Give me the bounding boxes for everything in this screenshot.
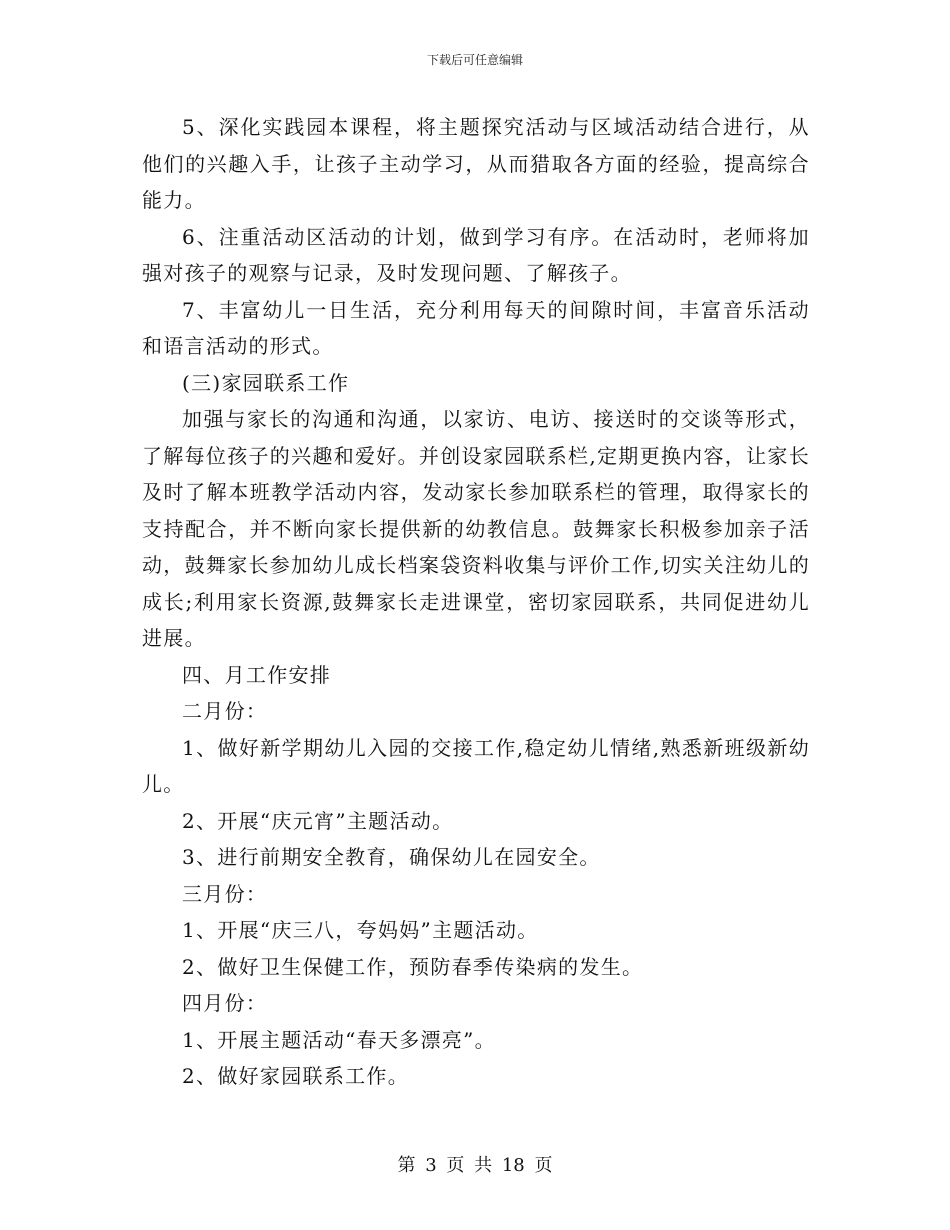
february-item-3: 3、进行前期安全教育，确保幼儿在园安全。 xyxy=(182,845,601,869)
section-heading-home-school: (三)家园联系工作 xyxy=(182,370,350,395)
month-heading-march: 三月份： xyxy=(182,881,268,906)
page-header: 下载后可任意编辑 xyxy=(426,53,523,67)
april-item-2: 2、做好家园联系工作。 xyxy=(182,1064,410,1088)
page-number-footer: 第 3 页 共 18 页 xyxy=(397,1155,553,1176)
march-item-1: 1、开展“庆三八，夸妈妈”主题活动。 xyxy=(182,918,539,942)
paragraph-item-7: 7、丰富幼儿一日生活，充分利用每天的间隙时间，丰富音乐活动和语言活动的形式。 xyxy=(142,297,810,358)
april-item-1: 1、开展主题活动“春天多漂亮”。 xyxy=(182,1027,496,1052)
march-item-2: 2、做好卫生保健工作，预防春季传染病的发生。 xyxy=(182,954,644,979)
february-item-1: 1、做好新学期幼儿入园的交接工作,稳定幼儿情绪,熟悉新班级新幼儿。 xyxy=(142,735,810,796)
document-body xyxy=(142,109,810,1095)
section-heading-monthly-plan: 四、月工作安排 xyxy=(182,662,332,687)
february-item-2: 2、开展“庆元宵”主题活动。 xyxy=(182,808,454,833)
paragraph-item-6: 6、注重活动区活动的计划，做到学习有序。在活动时，老师将加强对孩子的观察与记录，及时发现问题、了解孩子。 xyxy=(142,224,810,285)
paragraph-item-5: 5、深化实践园本课程，将主题探究活动与区域活动结合进行，从他们的兴趣入手，让孩子主动学习，从而猎取各方面的经验，提高综合能力。 xyxy=(142,115,810,212)
month-heading-april: 四月份： xyxy=(182,991,268,1015)
month-heading-february: 二月份： xyxy=(182,699,268,723)
paragraph-home-school: 加强与家长的沟通和沟通，以家访、电访、接送时的交谈等形式，了解每位孩子的兴趣和爱好。并创设家园联系栏,定期更换内容，让家长及时了解本班教学活动内容，发动家长参加联系栏的管理，取得家长的支持配合，并不断向家长提供新的幼教信息。鼓舞家长积极参加亲子活动，鼓舞家长参加幼儿成长档案袋资料收集与评价工作,切实关注幼儿的成长;利用家长资源,鼓舞家长走进课堂，密切家园联系，共同促进幼儿进展。 xyxy=(142,407,810,650)
